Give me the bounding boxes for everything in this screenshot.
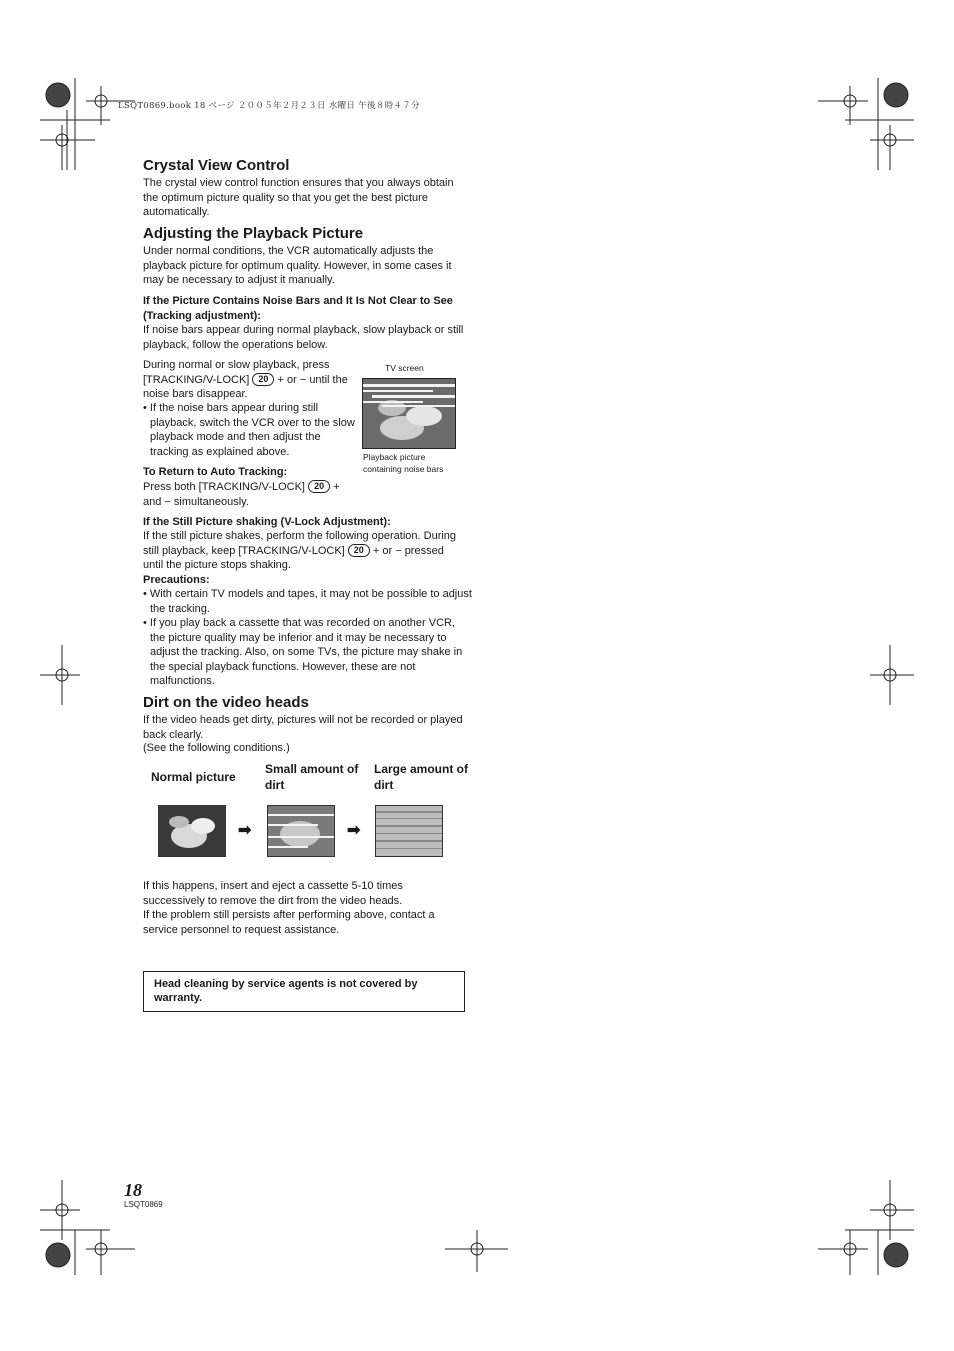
warranty-warning-box: Head cleaning by service agents is not covered by warranty. — [143, 971, 465, 1012]
page-number: 18 — [124, 1180, 142, 1200]
dirt-remedy-1: If this happens, insert and eject a cassette 5-10 times successively to remove the dirt from the video heads. — [143, 880, 403, 907]
page-ref-badge-2: 20 — [308, 480, 330, 493]
auto-tracking-heading: To Return to Auto Tracking: — [143, 466, 288, 478]
auto-text-a: Press both [TRACKING/V-LOCK] — [143, 481, 305, 493]
section-title-crystal-view: Crystal View Control — [143, 157, 290, 174]
crystal-view-body: The crystal view control function ensures that you always obtain the optimum picture quality so that you get the best picture automatically. — [143, 177, 454, 218]
col-normal-picture: Normal picture — [151, 770, 236, 784]
still-playback-note: • If the noise bars appear during still playback, switch the VCR over to the slow playback mode and then adjust the tracking as explained above. — [143, 402, 355, 458]
section-title-playback-picture: Adjusting the Playback Picture — [143, 225, 364, 242]
vlock-text-c: pressed until the picture stops shaking. — [143, 544, 444, 571]
large-dirt-image — [375, 805, 443, 857]
vlock-body — [143, 529, 465, 573]
arrow-icon: ➡ — [238, 822, 252, 839]
small-dirt-image — [267, 805, 335, 857]
vlock-text-b: + or − — [372, 544, 402, 557]
press-text-c: until the noise bars disappear. — [143, 373, 348, 400]
noise-body: If noise bars appear during normal playback, slow playback or still playback, follow the operations below. — [143, 324, 464, 351]
tv-noise-image — [362, 378, 456, 449]
dirt-body: If the video heads get dirty, pictures will not be recorded or played back clearly. — [143, 714, 463, 741]
page-ref-badge-3: 20 — [348, 544, 370, 557]
vlock-heading: If the Still Picture shaking (V-Lock Adjustment): — [143, 516, 391, 528]
tv-caption: Playback picture containing noise bars — [363, 452, 444, 474]
print-header: LSQT0869.book 18 ページ ２００５年２月２３日 水曜日 午後８時４７分 — [118, 101, 420, 111]
col-small-dirt: Small amount of dirt — [265, 762, 359, 792]
section-title-dirt: Dirt on the video heads — [143, 694, 309, 711]
normal-picture-image — [158, 805, 226, 857]
dirt-see-note: (See the following conditions.) — [143, 742, 290, 754]
precaution-item-2: • If you play back a cassette that was recorded on another VCR, the picture quality may be inferior and it may be necessary to adjust the tracking. Also, on some TVs, the picture may shake in the special playback functions. However, these are not malfunctions. — [143, 617, 463, 687]
document-code: LSQT0869 — [124, 1200, 163, 1209]
precaution-item-1: • With certain TV models and tapes, it may not be possible to adjust the tracking. — [143, 588, 472, 615]
vlock-text-a: If the still picture shakes, perform the following operation. During still playback, keep [TRACKING/V-LOCK] — [143, 530, 457, 557]
dirt-remedy-2: If the problem still persists after performing above, contact a service personnel to request assistance. — [143, 909, 435, 936]
noise-heading: If the Picture Contains Noise Bars and It Is Not Clear to See (Tracking adjustment): — [143, 295, 453, 322]
playback-body: Under normal conditions, the VCR automatically adjusts the playback picture for optimum quality. However, in some cases it may be necessary to adjust it manually. — [143, 245, 452, 286]
auto-tracking-body — [143, 480, 358, 509]
press-instruction — [143, 358, 348, 402]
precautions-heading: Precautions: — [143, 574, 210, 586]
press-text-a: During normal or slow playback, press [TRACKING/V-LOCK] — [143, 359, 330, 386]
tv-screen-label: TV screen — [385, 363, 424, 373]
auto-text-b: + and − simultaneously. — [143, 481, 340, 508]
press-text-b: + or − — [277, 373, 307, 386]
arrow-icon-2: ➡ — [347, 822, 361, 839]
col-large-dirt: Large amount of dirt — [374, 762, 469, 792]
page-ref-badge: 20 — [252, 373, 274, 386]
